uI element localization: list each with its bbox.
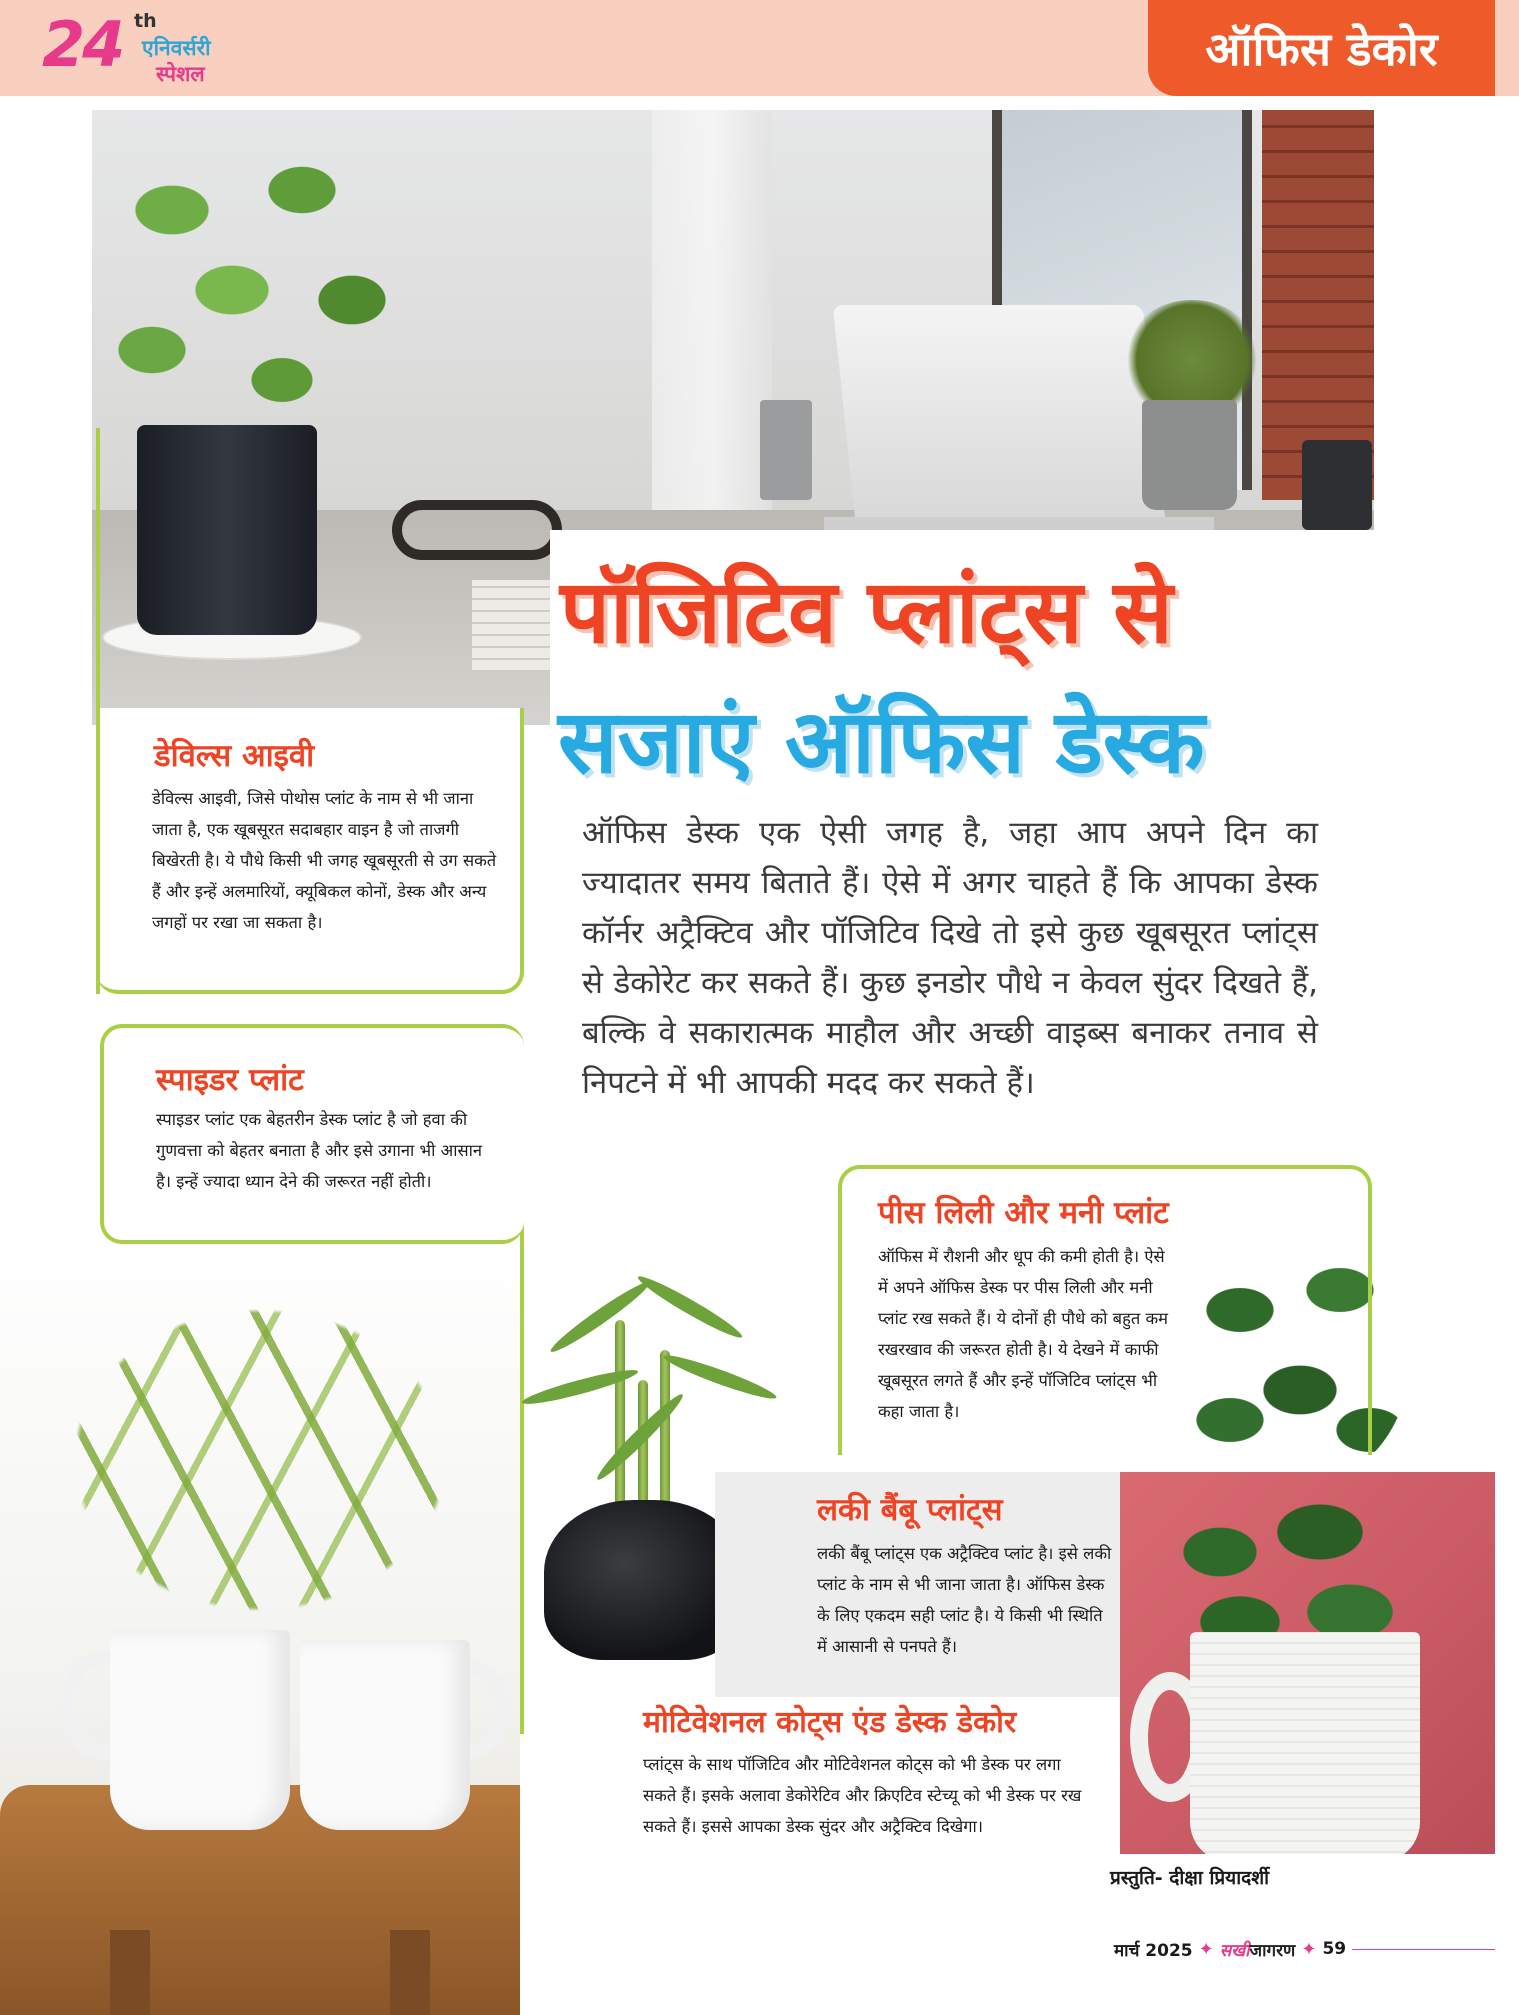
anniversary-line1: एनिवर्सरी: [142, 36, 211, 60]
footer-rule: [1352, 1949, 1495, 1950]
lucky-bamboo-text: लकी बैंबू प्लांट्स एक अट्रैक्टिव प्लांट है। इसे लकी प्लांट के नाम से भी जाना जाता है। ऑफिस डेस्क के लिए एकदम सही प्लांट है। ये किसी भी स्थिति में आसानी से पनपते हैं।: [817, 1544, 1112, 1656]
peace-lily-box: [838, 1165, 1372, 1455]
footer-page-number: 59: [1322, 1939, 1347, 1959]
anniversary-number: 24: [42, 8, 123, 81]
devils-ivy-text: डेविल्स आइवी, जिसे पोथोस प्लांट के नाम से भी जाना जाता है, एक खूबसूरत सदाबहार वाइन है जो ताजगी बिखेरती है। ये पौधे किसी भी जगह खूबसूरती से उग सकते हैं और इन्हें अलमारियों, क्यूबिकल कोनों, डेस्क और अन्य जगहों पर रखा जा सकता है।: [152, 789, 497, 932]
black-vase: [544, 1500, 744, 1660]
devils-ivy-box: [96, 708, 524, 994]
byline: प्रस्तुति- दीक्षा प्रियादर्शी: [1110, 1867, 1270, 1889]
footer-brand: [1220, 1938, 1296, 1961]
spider-plant-box: [100, 1024, 524, 1244]
spider-plant-title: स्पाइडर प्लांट: [156, 1062, 304, 1098]
lucky-bamboo-panel: [715, 1472, 1120, 1697]
anniversary-logo: [42, 8, 272, 88]
motivational-text: प्लांट्स के साथ पॉजिटिव और मोटिवेशनल कोट्स को भी डेस्क पर लगा सकते हैं। इसके अलावा डेकोरेटिव और क्रिएटिव स्टेच्यू को भी डेस्क पर रख सकते हैं। इससे आपका डेस्क सुंदर और अट्रैक्टिव दिखेगा।: [643, 1755, 1082, 1836]
peace-lily-title: पीस लिली और मनी प्लांट: [878, 1195, 1169, 1231]
white-mug: [110, 1630, 290, 1830]
bamboo-stalk: [660, 1350, 670, 1520]
page-footer: [1114, 1936, 1346, 1962]
white-mug: [300, 1640, 470, 1830]
eyeglasses: [392, 500, 562, 560]
bamboo-stalk: [615, 1320, 625, 1520]
intro-paragraph: ऑफिस डेस्क एक ऐसी जगह है, जहा आप अपने दिन का ज्यादातर समय बिताते हैं। ऐसे में अगर चाहते हैं कि आपका डेस्क कॉर्नर अट्रैक्टिव और पॉजिटिव दिखे तो इसे कुछ खूबसूरत प्लांट्स से डेकोरेट कर सकते हैं। कुछ इनडोर पौधे न केवल सुंदर दिखते हैं, बल्कि वे सकारात्मक माहौल और अच्छी वाइब्स बनाकर तनाव से निपटने में भी आपकी मदद कर सकते हैं।: [582, 815, 1318, 1101]
anniversary-line2: स्पेशल: [156, 62, 205, 86]
laptop-screen: [833, 305, 1166, 520]
bamboo-leaf: [635, 1271, 746, 1343]
peace-lily-text: ऑफिस में रौशनी और धूप की कमी होती है। ऐसे में अपने ऑफिस डेस्क पर पीस लिली और मनी प्लांट रख सकते हैं। ये दोनों ही पौधे को बहुत कम रखरखाव की जरूरत होती है। ये देखने में काफी खूबसूरत लगते हैं और इन्हें पॉजिटिव प्लांट्स भी कहा जाता है।: [878, 1247, 1169, 1421]
footer-brand-part2: जागरण: [1249, 1940, 1296, 1961]
table-leg: [390, 1930, 430, 2015]
motivational-title: मोटिवेशनल कोट्स एंड डेस्क डेकोर: [643, 1705, 1017, 1740]
ribbed-white-mug: [1190, 1632, 1420, 1854]
star-icon: ✦: [1301, 1938, 1317, 1960]
spider-plant-text: स्पाइडर प्लांट एक बेहतरीन डेस्क प्लांट है जो हवा की गुणवत्ता को बेहतर बनाता है और इसे उगाना भी आसान है। इन्हें ज्यादा ध्यान देने की जरूरत नहीं होती।: [156, 1110, 483, 1191]
footer-issue-date: मार्च 2025: [1114, 1940, 1193, 1961]
anniversary-suffix: th: [134, 10, 157, 32]
spider-plant-leaves: [0, 1230, 520, 1660]
pothos-plant: [92, 120, 422, 440]
hero-column: [652, 110, 772, 550]
table-leg: [110, 1930, 150, 2015]
headline: [550, 530, 1480, 810]
bamboo-leaf: [547, 1277, 653, 1357]
devils-ivy-title: डेविल्स आइवी: [154, 738, 315, 774]
footer-brand-part1: सखी: [1219, 1940, 1250, 1961]
money-plant-mug-photo: [1120, 1472, 1495, 1854]
spider-plant-photo: [0, 1230, 520, 2015]
section-label: ऑफिस डेकोर: [1148, 0, 1495, 96]
headline-line1: पॉजिटिव प्लांट्स से: [560, 560, 1173, 663]
lucky-bamboo-title: लकी बैंबू प्लांट्स: [817, 1492, 1003, 1528]
star-icon: ✦: [1198, 1938, 1214, 1960]
motivational-section: [643, 1700, 1123, 1842]
pothos-pot: [137, 425, 317, 635]
devils-ivy-frame-edge: [96, 428, 100, 994]
herb-pot: [1142, 400, 1237, 510]
pen-holder: [1302, 440, 1372, 530]
pencil-cup: [760, 400, 812, 500]
headline-line2: सजाएं ऑफिस डेस्क: [558, 690, 1205, 793]
